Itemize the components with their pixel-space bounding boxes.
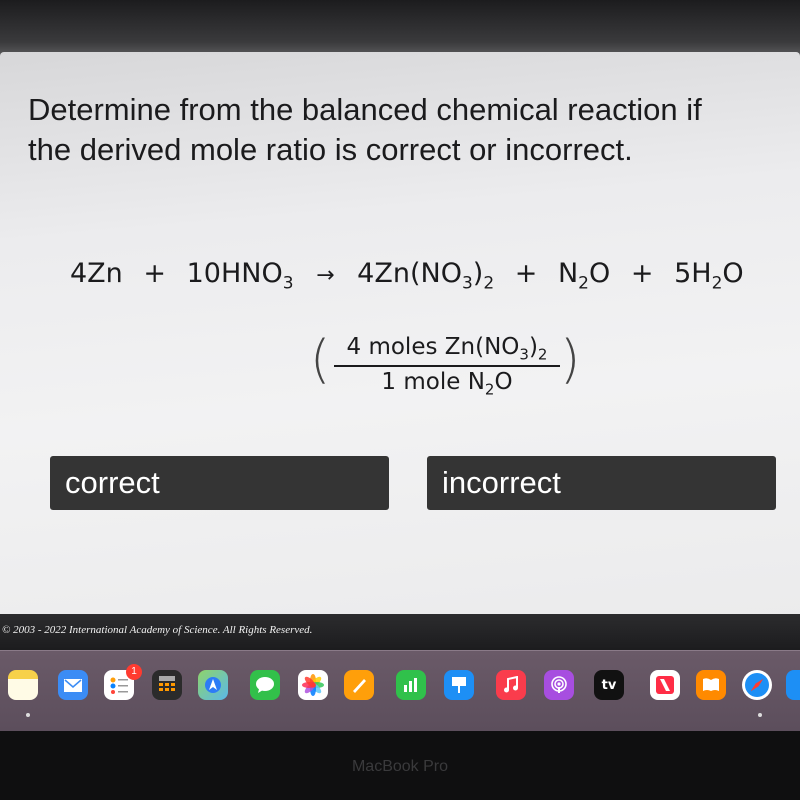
keynote-icon[interactable]: [444, 670, 474, 700]
pages-icon[interactable]: [344, 670, 374, 700]
reactant-zn: 4Zn: [70, 258, 123, 289]
plus-sign: +: [143, 258, 167, 289]
product-water: $5H_2O$: [674, 258, 744, 294]
news-icon[interactable]: [650, 670, 680, 700]
app-store-icon[interactable]: [786, 670, 800, 700]
photos-icon[interactable]: [298, 670, 328, 700]
books-icon[interactable]: [696, 670, 726, 700]
question-line-2: the derived mole ratio is correct or incorrect.: [28, 132, 633, 167]
product-zinc-nitrate: $4Zn(NO_3)_2$: [357, 258, 495, 294]
notification-badge: 1: [126, 664, 142, 680]
calculator-icon[interactable]: [152, 670, 182, 700]
close-paren: ): [560, 330, 581, 390]
incorrect-button[interactable]: incorrect: [427, 456, 776, 510]
safari-icon[interactable]: [742, 670, 772, 700]
open-paren: (: [310, 330, 331, 390]
plus-sign: +: [630, 258, 654, 289]
device-label: MacBook Pro: [351, 758, 449, 775]
reaction-arrow-icon: →: [316, 263, 335, 288]
plus-sign: +: [514, 258, 538, 289]
messages-icon[interactable]: [250, 670, 280, 700]
fraction-bar: [334, 365, 560, 367]
chemical-equation: [70, 258, 770, 293]
correct-button[interactable]: correct: [50, 456, 389, 510]
podcasts-icon[interactable]: [544, 670, 574, 700]
maps-icon[interactable]: [198, 670, 228, 700]
tv-label: tv: [601, 677, 617, 693]
question-line-1: Determine from the balanced chemical reaction if: [28, 92, 702, 127]
running-indicator: [758, 713, 762, 717]
apple-tv-icon[interactable]: [594, 670, 624, 700]
music-icon[interactable]: [496, 670, 526, 700]
question-text: [28, 90, 768, 170]
ratio-denominator: 1 mole $N_2O$: [381, 369, 513, 399]
copyright-text: © 2003 - 2022 International Academy of Science. All Rights Reserved.: [2, 624, 313, 636]
running-indicator: [26, 713, 30, 717]
product-n2o: $N_2O$: [557, 258, 611, 294]
mail-icon[interactable]: [58, 670, 88, 700]
reactant-hno3: $10HNO_3$: [186, 258, 294, 294]
numbers-icon[interactable]: [396, 670, 426, 700]
ratio-numerator: 4 moles $Zn(NO_3)_2$: [346, 334, 548, 364]
mole-ratio: [310, 328, 590, 400]
notes-icon[interactable]: [8, 670, 38, 700]
